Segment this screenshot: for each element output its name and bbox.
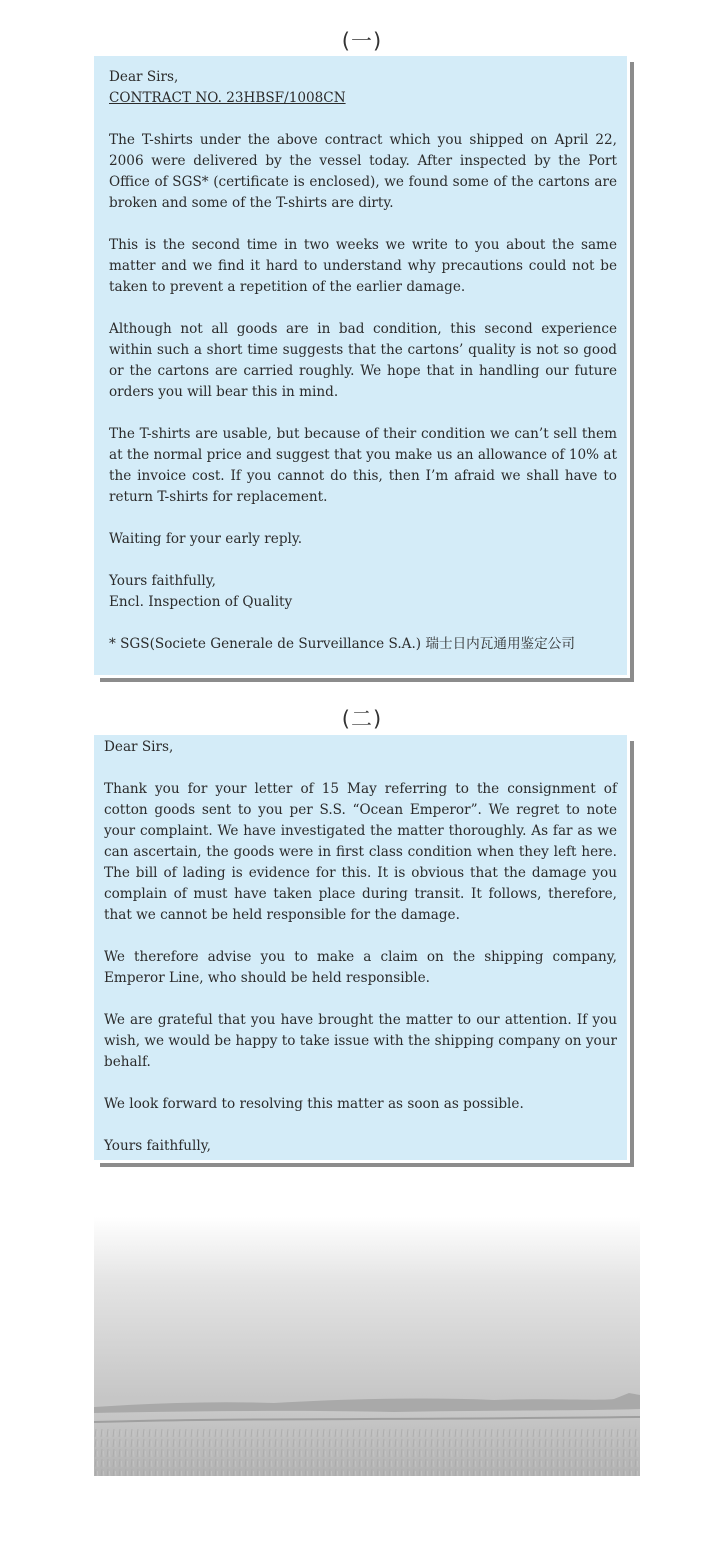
- letter1-salutation: Dear Sirs,: [109, 69, 179, 85]
- letter2-paragraph: Thank you for your letter of 15 May referring to the consignment of cotton goods sent to you per S.S. “Ocean Emperor”. We regret to note your complaint. We have investigated the matter thoroughly. As far as we can ascertain, the goods were in first class condition when they left here. The bill of lading is evidence for this. It is obvious that the damage you complain of must have taken place during transit. It follows, therefore, that we cannot be held responsible for the damage.: [104, 781, 617, 923]
- letter1-paragraph: Although not all goods are in bad condition, this second experience within such a short time suggests that the cartons’ quality is not so good or the cartons are carried roughly. We hope that in handling our future orders you will bear this in mind.: [109, 321, 617, 400]
- letter1-paragraph: The T-shirts under the above contract which you shipped on April 22, 2006 were delivered by the vessel today. After inspected by the Port Office of SGS* (certificate is enclosed), we found some of the cartons are broken and some of the T-shirts are dirty.: [109, 132, 617, 211]
- letter2-paragraph: We therefore advise you to make a claim on the shipping company, Emperor Line, who should be held responsible.: [104, 949, 617, 986]
- letter1-contract-ref: CONTRACT NO. 23HBSF/1008CN: [109, 90, 346, 106]
- letter1-enclosure: Encl. Inspection of Quality: [109, 594, 293, 610]
- letter1-heading: (一): [341, 29, 383, 53]
- letter1-paragraph: Waiting for your early reply.: [109, 531, 303, 547]
- letter2-paragraph: We are grateful that you have brought the matter to our attention. If you wish, we would be happy to take issue with the shipping company on your behalf.: [104, 1012, 617, 1070]
- letter2-closing: Yours faithfully,: [104, 1138, 211, 1154]
- letter2-paragraph: We look forward to resolving this matter as soon as possible.: [104, 1096, 524, 1112]
- letter1-paragraph: The T-shirts are usable, but because of their condition we can’t sell them at the normal price and suggest that you make us an allowance of 10% at the invoice cost. If you cannot do this, then I’m afraid we shall have to return T-shirts for replacement.: [109, 426, 617, 505]
- letter1-footnote: * SGS(Societe Generale de Surveillance S.A.) 瑞士日内瓦通用鉴定公司: [109, 636, 575, 652]
- letter1-card: [94, 56, 630, 678]
- letter2-salutation: Dear Sirs,: [104, 739, 174, 755]
- letter2-heading: (二): [341, 707, 383, 731]
- letter1-paragraph: This is the second time in two weeks we write to you about the same matter and we find it hard to understand why precautions could not be taken to prevent a repetition of the earlier damage.: [109, 237, 617, 295]
- letter2-card: [94, 735, 630, 1163]
- landscape-photo: [94, 1217, 640, 1476]
- letter1-closing: Yours faithfully,: [109, 573, 216, 589]
